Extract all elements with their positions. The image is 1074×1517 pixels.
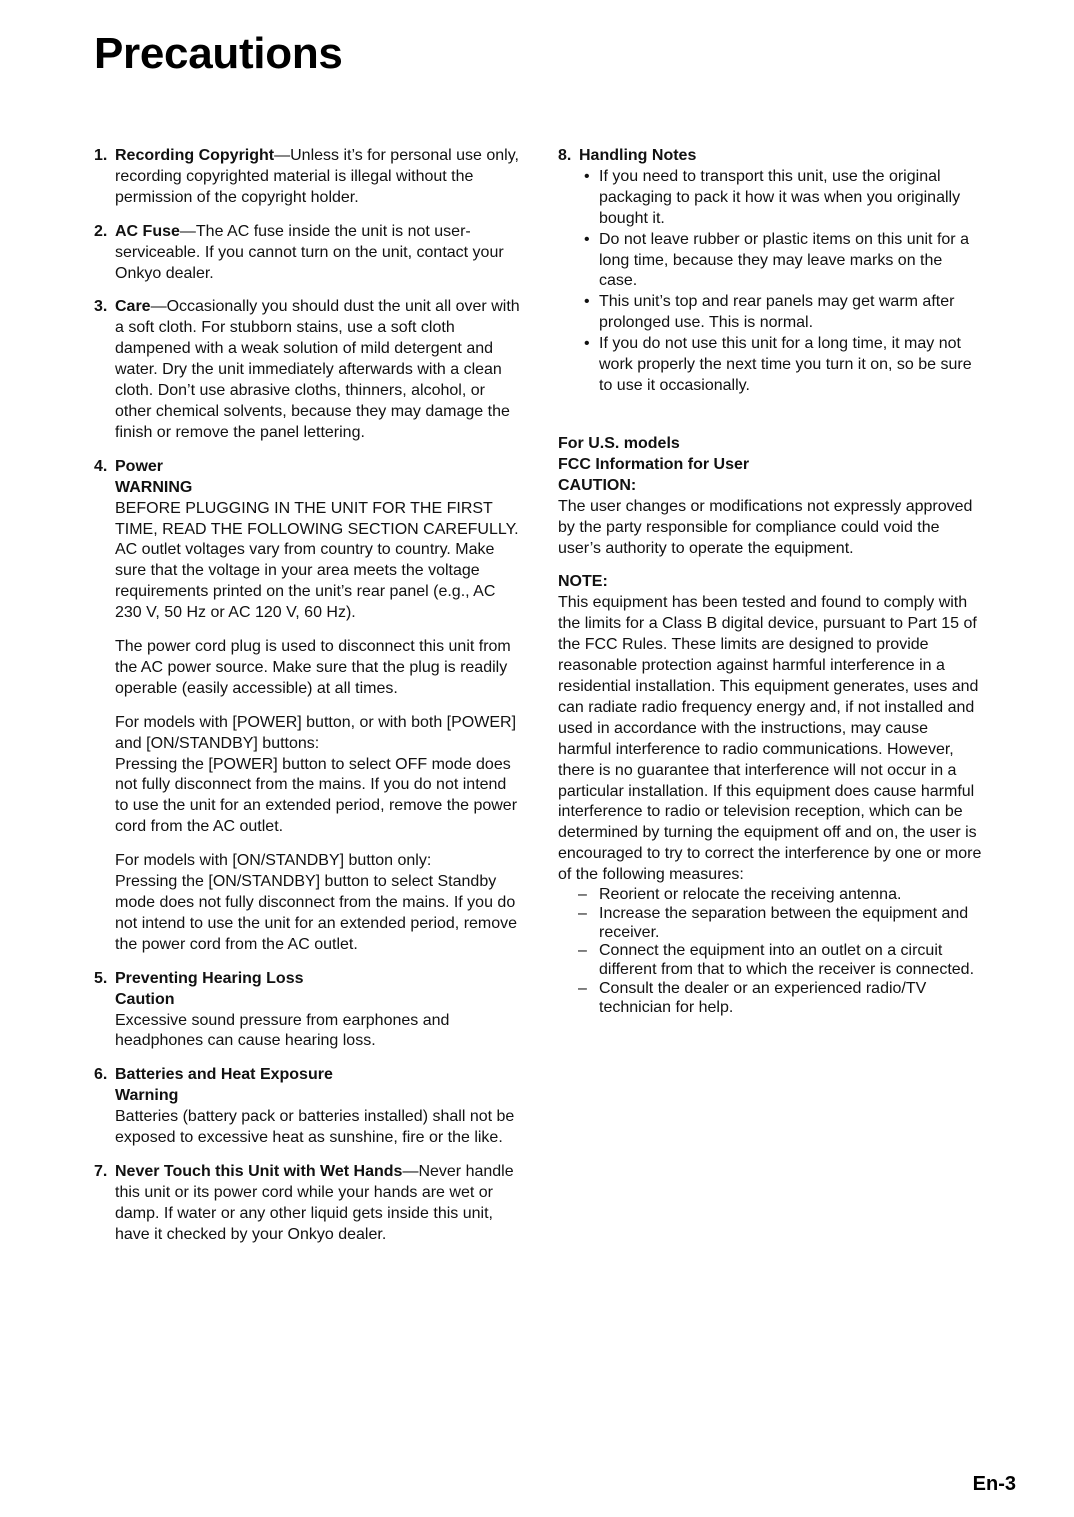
voltage-text: AC outlet voltages vary from country to country. Make sure that the voltage in your area meets the voltage requirements printed on the unit’s rear panel (e.g., AC 230 V, 50 Hz or AC 120 V, 60 Hz). — [115, 541, 496, 622]
fcc-title: FCC Information for User — [558, 455, 750, 473]
note-label: NOTE: — [558, 573, 608, 591]
warning-text: BEFORE PLUGGING IN THE UNIT FOR THE FIRST TIME, READ THE FOLLOWING SECTION CAREFULLY. — [115, 499, 519, 538]
item-number: 6. — [94, 1066, 108, 1084]
dash-icon: – — [578, 942, 587, 960]
item-text: Batteries (battery pack or batteries installed) shall not be exposed to excessive heat as sunshine, fire or the like. — [115, 1108, 515, 1147]
list-item: • If you do not use this unit for a long time, it may not work properly the next time you turn it on, so be sure to use it occasionally. — [584, 335, 972, 394]
left-column — [94, 146, 524, 1259]
precaution-power — [94, 457, 524, 956]
bullet-icon: • — [584, 293, 590, 311]
precaution-batteries-heat — [94, 1065, 524, 1149]
page-title: Precautions — [94, 29, 343, 78]
caution-label: CAUTION: — [558, 476, 637, 494]
dash-icon: – — [578, 904, 587, 922]
fcc-region: For U.S. models — [558, 435, 680, 452]
caution-text: The user changes or modifications not expressly approved by the party responsible for compliance could void the user’s authority to operate the equipment. — [558, 497, 973, 557]
item-text: Excessive sound pressure from earphones and headphones can cause hearing loss. — [115, 1011, 450, 1050]
item-text: —Occasionally you should dust the unit all over with a soft cloth. For stubborn stains, use a soft cloth dampened with a weak solution of mild detergent and water. Dry the unit immediately afterwards with a clean cloth. Don’t use abrasive cloths, thinners, alcohol, or other chemical solvents, because they may damage the finish or remove the panel lettering. — [115, 298, 520, 441]
precaution-wet-hands — [94, 1162, 524, 1246]
precaution-ac-fuse — [94, 222, 524, 285]
warning-label: Warning — [115, 1087, 179, 1105]
bullet-icon: • — [584, 230, 590, 248]
precaution-care — [94, 297, 524, 443]
dash-icon: – — [578, 886, 587, 904]
bullet-icon: • — [584, 335, 590, 353]
standby-intro: For models with [ON/STANDBY] button only: — [115, 852, 432, 870]
list-item: • If you need to transport this unit, use the original packaging to pack it how it was when you originally bought it. — [584, 167, 961, 227]
item-heading: Handling Notes — [579, 147, 697, 164]
page-number: En-3 — [972, 1473, 1016, 1495]
item-number: 2. — [94, 222, 108, 240]
item-number: 4. — [94, 457, 108, 475]
list-item: – Consult the dealer or an experienced radio/TV technician for help. — [578, 980, 927, 1016]
precaution-recording-copyright — [94, 146, 524, 209]
power-button-text: Pressing the [POWER] button to select OFF mode does not fully disconnect from the mains. If you do not intend to use the unit for an extended period, remove the power cord from the AC outlet. — [115, 755, 518, 836]
item-number: 7. — [94, 1162, 108, 1180]
item-heading: Batteries and Heat Exposure — [115, 1066, 333, 1084]
item-number: 3. — [94, 298, 108, 316]
item-number: 5. — [94, 969, 108, 987]
note-text: This equipment has been tested and found to comply with the limits for a Class B digital device, pursuant to Part 15 of the FCC Rules. These limits are designed to provide reasonable protection against harmful interference in a residential installation. This equipment generates, uses and can radiate radio frequency energy and, if not installed and used in accordance with the instructions, may cause harmful interference to radio communications. However, there is no guarantee that interference will not occur in a particular installation. If this equipment does cause harmful interference to radio or television reception, which can be determined by turning the equipment off and on, the user is encouraged to try to correct the interference by one or more of the following measures: — [558, 594, 982, 884]
precaution-handling-notes — [558, 146, 983, 167]
precaution-hearing-loss — [94, 969, 524, 1053]
item-heading: Never Touch this Unit with Wet Hands — [115, 1162, 403, 1180]
item-heading: Preventing Hearing Loss — [115, 969, 304, 987]
item-text: —The AC fuse inside the unit is not user-serviceable. If you cannot turn on the unit, contact your Onkyo dealer. — [115, 222, 504, 282]
item-number: 8. — [558, 147, 572, 164]
handling-notes-list — [558, 167, 983, 397]
standby-text: Pressing the [ON/STANDBY] button to select Standby mode does not fully disconnect from the mains. If you do not intend to use the unit for an extended period, remove the power cord from the AC outlet. — [115, 873, 518, 953]
power-button-intro: For models with [POWER] button, or with both [POWER] and [ON/STANDBY] buttons: — [115, 713, 517, 752]
item-heading: Recording Copyright — [115, 147, 275, 164]
item-number: 1. — [94, 147, 108, 164]
item-heading: Care — [115, 298, 151, 316]
list-item: • Do not leave rubber or plastic items on this unit for a long time, because they may leave marks on the case. — [584, 230, 969, 290]
item-heading: AC Fuse — [115, 222, 180, 240]
list-item: – Increase the separation between the equipment and receiver. — [578, 904, 969, 941]
item-heading: Power — [115, 457, 164, 475]
plug-text: The power cord plug is used to disconnect this unit from the AC power source. Make sure that the plug is readily operable (easily accessible) at all times. — [115, 638, 511, 697]
list-item: – Connect the equipment into an outlet on a circuit different from that to which the receiver is connected. — [578, 942, 975, 979]
dash-icon: – — [578, 980, 587, 998]
list-item: – Reorient or relocate the receiving antenna. — [578, 886, 902, 904]
warning-label: WARNING — [115, 478, 193, 496]
caution-label: Caution — [115, 990, 175, 1008]
item-text: —Unless it’s for personal use only, recording copyrighted material is illegal without the permission of the copyright holder. — [115, 147, 519, 206]
fcc-section — [558, 434, 983, 1018]
list-item: • This unit’s top and rear panels may get warm after prolonged use. This is normal. — [584, 293, 955, 332]
bullet-icon: • — [584, 167, 590, 185]
fcc-measures-list — [558, 886, 983, 1018]
right-column — [558, 146, 983, 397]
item-text: —Never handle this unit or its power cord while your hands are wet or damp. If water or any other liquid gets inside this unit, have it checked by your Onkyo dealer. — [115, 1162, 514, 1243]
